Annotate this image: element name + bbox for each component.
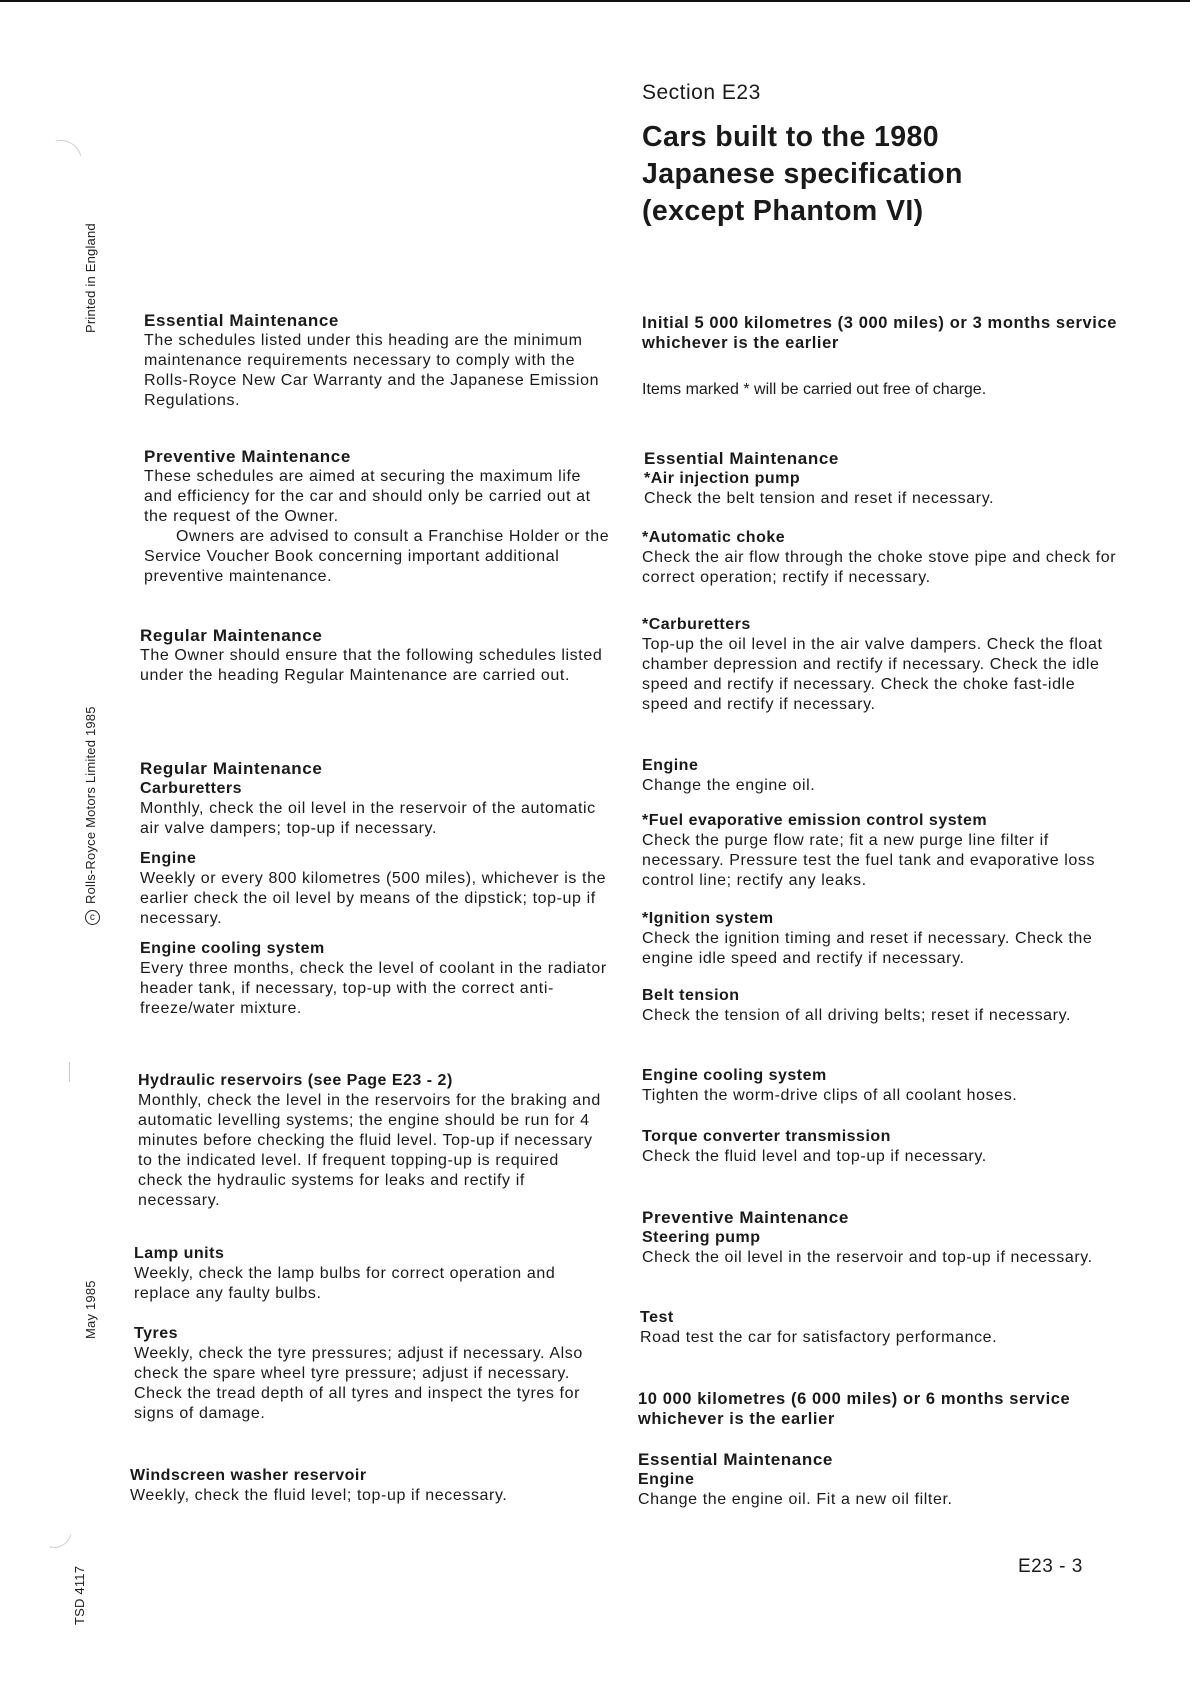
essential-initial-heading: Essential Maintenance [644,449,839,468]
ignition-title: *Ignition system [642,910,774,927]
engine-10000-text: Change the engine oil. Fit a new oil filter. [638,1491,953,1508]
ignition-text: Check the ignition timing and reset if necessary. Check the engine idle speed and rectify if necessary. [642,930,1093,967]
automatic-choke-text: Check the air flow through the choke stove pipe and check for correct operation; rectify if necessary. [642,549,1117,586]
page-number: E23 - 3 [1018,1556,1083,1577]
document-code: TSD 4117 [72,1565,87,1625]
engine-10000-title: Engine [638,1471,695,1488]
tyres-title: Tyres [134,1325,179,1342]
engine-initial-title: Engine [642,757,699,774]
interval-10000-title: 10 000 kilometres (6 000 miles) or 6 months service whichever is the earlier [638,1390,1071,1428]
regular-intro [140,625,610,686]
preventive-text-2: Owners are advised to consult a Franchise Holder or the Service Voucher Book concerning important additional preventive maintenance. [144,528,610,585]
punch-mark-top [32,132,89,189]
essential-initial [644,448,1124,509]
cooling-initial-text: Tighten the worm-drive clips of all coolant hoses. [642,1087,1018,1104]
issue-date: May 1985 [83,1280,98,1339]
preventive-initial [642,1207,1122,1268]
cooling-title: Engine cooling system [140,940,325,957]
regular-intro-text: The Owner should ensure that the following schedules listed under the heading Regular Maintenance are carried out. [140,647,603,684]
copyright-icon: c [85,910,100,925]
hydraulic-title: Hydraulic reservoirs (see Page E23 - 2) [138,1072,453,1089]
fuel-evap-text: Check the purge flow rate; fit a new purge line filter if necessary. Pressure test the fuel tank and evaporative loss control line; rectify any leaks. [642,832,1096,889]
washer-text: Weekly, check the fluid level; top-up if necessary. [130,1487,508,1504]
carburetters-initial-text: Top-up the oil level in the air valve dampers. Check the float chamber depression and rectify if necessary. Check the idle speed and rectify if necessary. Check the choke fast-idle speed and rectify if necessary. [642,636,1103,713]
regular-maintenance [140,758,610,1019]
preventive-intro [144,446,614,587]
test-text: Road test the car for satisfactory performance. [640,1329,998,1346]
preventive-heading: Preventive Maintenance [144,447,351,466]
torque-converter-block [642,1127,1122,1167]
carburetters-title: Carburetters [140,780,243,797]
section-label: Section E23 [642,81,761,104]
essential-10000 [638,1449,1118,1510]
test-title: Test [640,1309,674,1326]
interval-initial-title: Initial 5 000 kilometres (3 000 miles) or 3 months service whichever is the earlier [642,314,1118,352]
lamp-text: Weekly, check the lamp bulbs for correct operation and replace any faulty bulbs. [134,1265,556,1302]
carburetters-text: Monthly, check the oil level in the reservoir of the automatic air valve dampers; top-up if necessary. [140,800,596,837]
engine-title: Engine [140,850,197,867]
automatic-choke-block [642,528,1122,588]
essential-10000-heading: Essential Maintenance [638,1450,833,1469]
cooling-initial-block [642,1066,1122,1106]
essential-text: The schedules listed under this heading are the minimum maintenance requirements necessary to comply with the Rolls-Royce New Car Warranty and the Japanese Emission Regulations. [144,332,600,409]
belt-tension-text: Check the tension of all driving belts; reset if necessary. [642,1007,1072,1024]
steering-pump-title: Steering pump [642,1229,761,1246]
printed-in-england: Printed in England [83,223,98,333]
carburetters-initial-block [642,615,1122,715]
punch-mark-bottom [29,1505,78,1554]
punch-mark-mid [69,1062,70,1082]
copyright-notice: cRolls-Royce Motors Limited 1985 [83,706,98,923]
belt-tension-block [642,986,1122,1026]
essential-intro [144,310,614,411]
tyres-text: Weekly, check the tyre pressures; adjust if necessary. Also check the spare wheel tyre pressure; adjust if necessary. Check the tread depth of all tyres and inspect the tyres for signs of damage. [134,1345,583,1422]
tyres-block [134,1324,604,1424]
lamp-title: Lamp units [134,1245,225,1262]
fuel-evap-title: *Fuel evaporative emission control system [642,812,988,829]
cooling-text: Every three months, check the level of coolant in the radiator header tank, if necessary, top-up with the correct anti-freeze/water mixture. [140,960,607,1017]
air-injection-title: *Air injection pump [644,470,801,487]
essential-heading: Essential Maintenance [144,311,339,330]
torque-converter-title: Torque converter transmission [642,1128,891,1145]
fuel-evap-block [642,811,1122,891]
lamp-block [134,1244,604,1304]
regular-intro-heading: Regular Maintenance [140,626,323,645]
interval-10000 [638,1389,1118,1429]
hydraulic-text: Monthly, check the level in the reservoirs for the braking and automatic levelling systems; the engine should be run for 4 minutes before checking the fluid level. Top-up if necessary to the indicated level. If frequent topping-up is required check the hydraulic systems for leaks and rectify if necessary. [138,1092,601,1209]
air-injection-text: Check the belt tension and reset if necessary. [644,490,995,507]
automatic-choke-title: *Automatic choke [642,529,786,546]
engine-initial-block [642,756,1122,796]
interval-initial [642,313,1122,353]
washer-block [130,1466,600,1506]
top-border-rule [0,0,1190,2]
carburetters-initial-title: *Carburetters [642,616,751,633]
test-block [640,1308,1120,1348]
belt-tension-title: Belt tension [642,987,740,1004]
washer-title: Windscreen washer reservoir [130,1467,367,1484]
hydraulic-block [138,1071,608,1211]
cooling-initial-title: Engine cooling system [642,1067,827,1084]
engine-initial-text: Change the engine oil. [642,777,816,794]
torque-converter-text: Check the fluid level and top-up if necessary. [642,1148,987,1165]
preventive-initial-heading: Preventive Maintenance [642,1208,849,1227]
ignition-block [642,909,1142,969]
steering-pump-text: Check the oil level in the reservoir and top-up if necessary. [642,1249,1093,1266]
page-title: Cars built to the 1980 Japanese specification (except Phantom VI) [642,121,963,227]
engine-text: Weekly or every 800 kilometres (500 miles), whichever is the earlier check the oil level by means of the dipstick; top-up if necessary. [140,870,607,927]
free-of-charge-note: Items marked * will be carried out free of charge. [642,381,987,398]
regular-heading: Regular Maintenance [140,759,323,778]
preventive-text: These schedules are aimed at securing the maximum life and efficiency for the car and should only be carried out at the request of the Owner. [144,468,591,525]
